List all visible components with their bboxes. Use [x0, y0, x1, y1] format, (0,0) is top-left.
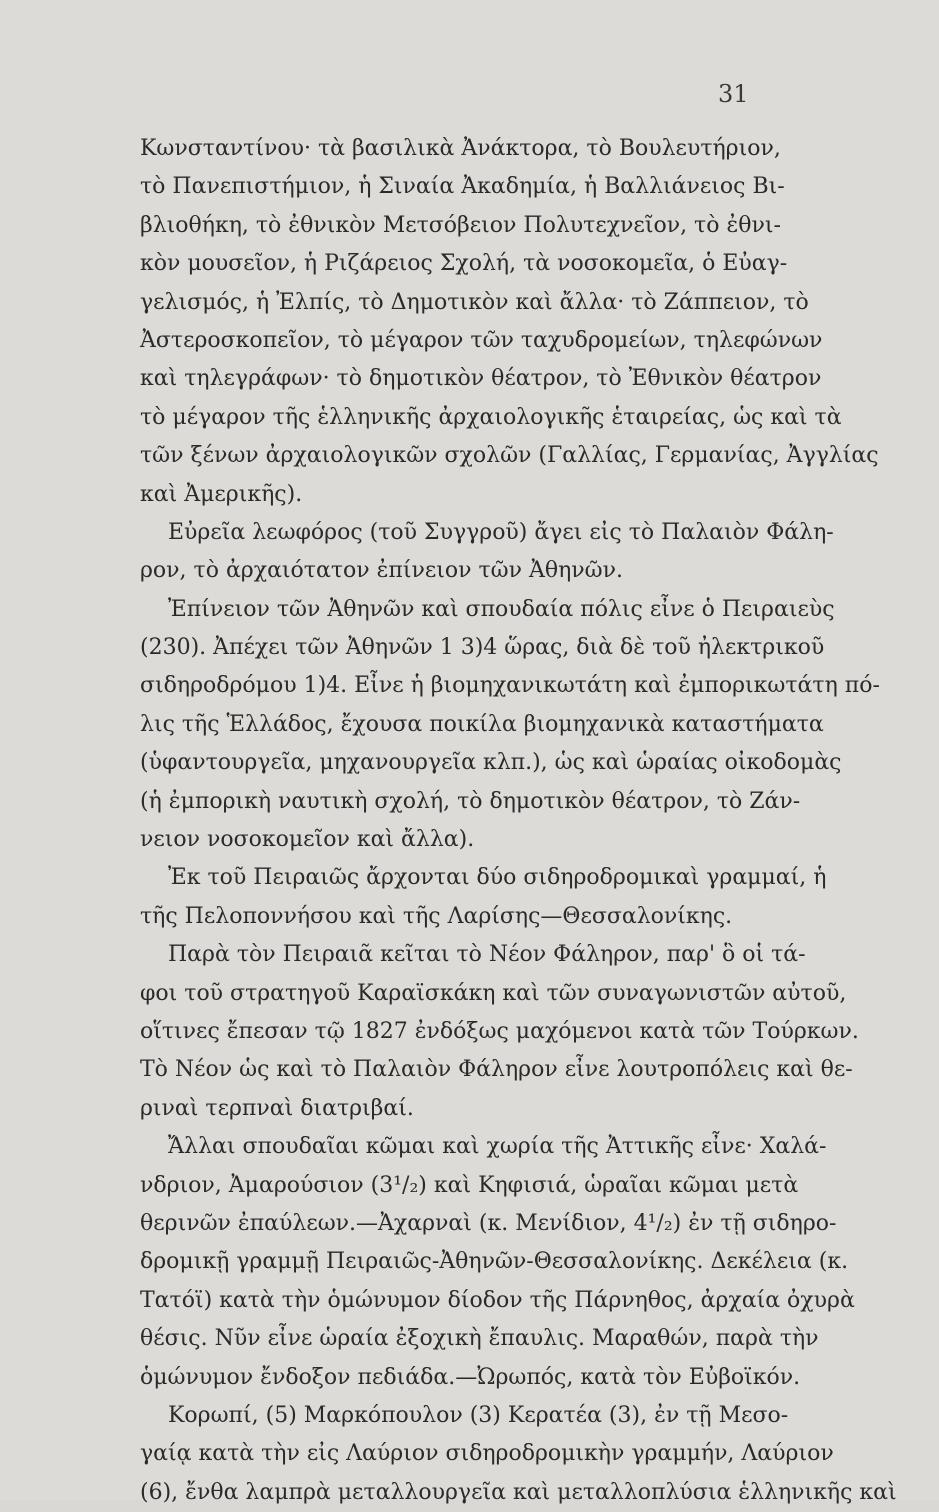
text-line: νειον νοσοκομεῖον καὶ ἄλλα).	[140, 827, 475, 853]
text-line: θέσις. Νῦν εἶνε ὡραία ἐξοχικὴ ἔπαυλις. Μαραθών, παρὰ τὴν	[140, 1326, 819, 1352]
text-line: καὶ Ἀμερικῆς).	[140, 481, 303, 507]
text-line: νδριον, Ἀμαρούσιον (3¹/₂) καὶ Κηφισιά, ὡραῖαι κῶμαι μετὰ	[140, 1172, 799, 1198]
text-line: ριναὶ τερπναὶ διατριβαί.	[140, 1095, 414, 1121]
text-line: οἵτινες ἔπεσαν τῷ 1827 ἐνδόξως μαχόμενοι κατὰ τῶν Τούρκων.	[140, 1018, 859, 1044]
text-line: Εὐρεῖα λεωφόρος (τοῦ Συγγροῦ) ἄγει εἰς τὸ Παλαιὸν Φάλη-	[168, 519, 834, 545]
text-line: θερινῶν ἐπαύλεων.—Ἀχαρναὶ (κ. Μενίδιον, 4¹/₂) ἐν τῇ σιδηρο-	[140, 1210, 837, 1236]
text-line: λις τῆς Ἑλλάδος, ἔχουσα ποικίλα βιομηχανικὰ καταστήματα	[140, 711, 824, 737]
text-line: (ἡ ἐμπορικὴ ναυτικὴ σχολή, τὸ δημοτικὸν θέατρον, τὸ Ζάν-	[140, 788, 801, 814]
text-line: σιδηροδρόμου 1)4. Εἶνε ἡ βιομηχανικωτάτη καὶ ἐμπορικωτάτη πό-	[140, 673, 880, 699]
text-line: κὸν μουσεῖον, ἡ Ριζάρειος Σχολή, τὰ νοσοκομεῖα, ὁ Εὐαγ-	[140, 251, 788, 277]
text-line: (6), ἔνθα λαμπρὰ μεταλλουργεῖα καὶ μεταλλοπλύσια ἑλληνικῆς καὶ	[140, 1479, 897, 1505]
text-line: Ἀστεροσκοπεῖον, τὸ μέγαρον τῶν ταχυδρομείων, τηλεφώνων	[140, 327, 823, 353]
text-line: καὶ τηλεγράφων· τὸ δημοτικὸν θέατρον, τὸ Ἐθνικὸν θέατρον	[140, 366, 822, 392]
text-line: Κωνσταντίνου· τὰ βασιλικὰ Ἀνάκτορα, τὸ Βουλευτήριον,	[140, 136, 781, 161]
text-line: γαίᾳ κατὰ τὴν εἰς Λαύριον σιδηροδρομικὴν γραμμήν, Λαύριον	[140, 1441, 834, 1467]
text-line: βλιοθήκη, τὸ ἐθνικὸν Μετσόβειον Πολυτεχνεῖον, τὸ ἐθνι-	[140, 212, 781, 238]
text-line: Τὸ Νέον ὡς καὶ τὸ Παλαιὸν Φάληρον εἶνε λουτροπόλεις καὶ θε-	[140, 1057, 853, 1083]
text-line: τῆς Πελοποννήσου καὶ τῆς Λαρίσης—Θεσσαλονίκης.	[140, 903, 733, 929]
text-line: Ἄλλαι σπουδαῖαι κῶμαι καὶ χωρία τῆς Ἀττικῆς εἶνε· Χαλά-	[168, 1134, 827, 1160]
text-line: δρομικῇ γραμμῇ Πειραιῶς-Ἀθηνῶν-Θεσσαλονίκης. Δεκέλεια (κ.	[140, 1249, 849, 1275]
text-line: γελισμός, ἡ Ἐλπίς, τὸ Δημοτικὸν καὶ ἄλλα· τὸ Ζάππειον, τὸ	[140, 289, 809, 315]
text-line: Τατόϊ) κατὰ τὴν ὁμώνυμον δίοδον τῆς Πάρνηθος, ἀρχαία ὀχυρὰ	[140, 1287, 855, 1313]
text-line: Παρὰ τὸν Πειραιᾶ κεῖται τὸ Νέον Φάληρον, παρ' ὃ οἱ τά-	[168, 942, 806, 968]
text-line: Ἐκ τοῦ Πειραιῶς ἄρχονται δύο σιδηροδρομικαὶ γραμμαί, ἡ	[168, 865, 827, 891]
text-line: ὁμώνυμον ἔνδοξον πεδιάδα.—Ὠρωπός, κατὰ τὸν Εὐβοϊκόν.	[140, 1364, 801, 1390]
text-line: Ἐπίνειον τῶν Ἀθηνῶν καὶ σπουδαία πόλις εἶνε ὁ Πειραιεὺς	[168, 596, 835, 622]
text-line: (230). Ἀπέχει τῶν Ἀθηνῶν 1 3)4 ὥρας, διὰ δὲ τοῦ ἠλεκτρικοῦ	[140, 635, 825, 661]
text-line: ρον, τὸ ἀρχαιότατον ἐπίνειον τῶν Ἀθηνῶν.	[140, 558, 623, 584]
text-line: τῶν ξένων ἀρχαιολογικῶν σχολῶν (Γαλλίας, Γερμανίας, Ἀγγλίας	[140, 443, 879, 469]
text-line: Κορωπί, (5) Μαρκόπουλον (3) Κερατέα (3), ἐν τῇ Μεσο-	[168, 1402, 789, 1428]
text-line: τὸ Πανεπιστήμιον, ἡ Σιναία Ἀκαδημία, ἡ Βαλλιάνειος Βι-	[140, 174, 785, 200]
text-line: τὸ μέγαρον τῆς ἑλληνικῆς ἀρχαιολογικῆς ἑταιρείας, ὡς καὶ τὰ	[140, 404, 842, 430]
body-text	[140, 130, 897, 1512]
page-number: 31	[718, 80, 749, 108]
text-line: (ὑφαντουργεῖα, μηχανουργεῖα κλπ.), ὡς καὶ ὡραίας οἰκοδομὰς	[140, 750, 842, 776]
text-line: φοι τοῦ στρατηγοῦ Καραϊσκάκη καὶ τῶν συναγωνιστῶν αὐτοῦ,	[140, 980, 847, 1006]
